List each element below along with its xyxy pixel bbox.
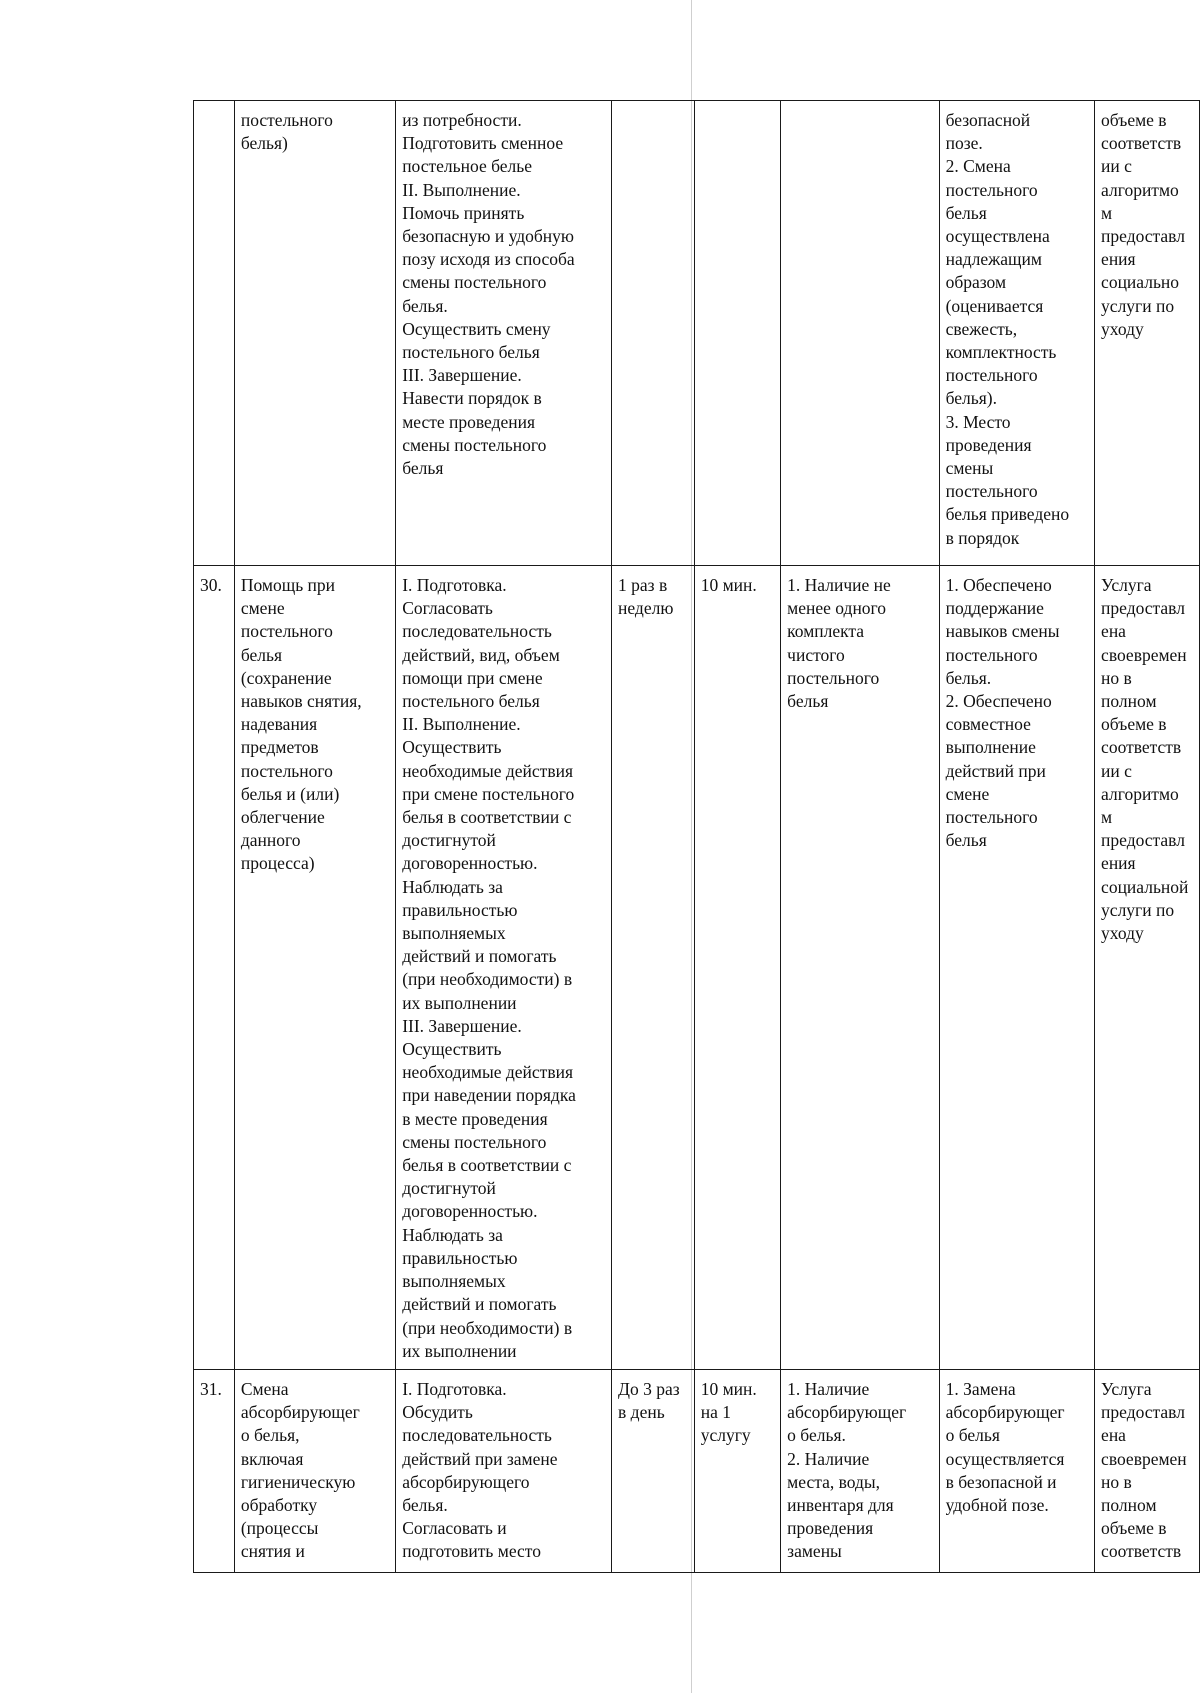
duration-cell <box>694 101 780 566</box>
quality-indicators-cell <box>939 101 1094 566</box>
row-number-cell <box>194 566 235 1370</box>
duration: 10 мин. на 1 услугу <box>700 1378 757 1446</box>
frequency-cell <box>612 1369 695 1572</box>
duration-cell <box>694 1369 780 1572</box>
service-content-cell <box>396 566 612 1370</box>
service-name: Смена абсорбирующег о белья, включая гигиеническую обработку (процессы снятия и <box>240 1378 360 1562</box>
evaluation: Услуга предоставл ена своевремен но в полном объеме в соответств ии с алгоритмо м предоставл ения социальной услуги по уходу <box>1101 575 1189 944</box>
service-name: постельного белья) <box>240 110 333 154</box>
service-content: I. Подготовка. Обсудить последовательность действий при замене абсорбирующего белья. Согласовать и подготовить место <box>402 1378 558 1562</box>
services-table <box>193 100 1200 1573</box>
service-content-cell <box>396 101 612 566</box>
row-number: 30. <box>200 575 222 595</box>
quality-indicators: 1. Обеспечено поддержание навыков смены постельного белья. 2. Обеспечено совместное выполнение действий при смене постельного белья <box>945 575 1060 851</box>
service-content: из потребности. Подготовить сменное постельное белье II. Выполнение. Помочь принять безопасную и удобную позу исходя из способа смены постельного белья. Осуществить смену постельного белья III. Завершение. Навести порядок в месте проведения смены постельного белья <box>402 110 575 479</box>
duration: 10 мин. <box>700 575 757 595</box>
quality-indicators: безопасной позе. 2. Смена постельного белья осуществлена надлежащим образом (оценивается свежесть, комплектность постельного белья). 3. Место проведения смены постельного белья приведено в порядок <box>945 110 1070 548</box>
frequency-cell <box>612 566 695 1370</box>
conditions: 1. Наличие абсорбирующег о белья. 2. Наличие места, воды, инвентаря для проведения замены <box>787 1378 907 1562</box>
service-content: I. Подготовка. Согласовать последовательность действий, вид, объем помощи при смене постельного белья II. Выполнение. Осуществить необходимые действия при смене постельного белья в соответствии с достигнутой договоренностью. Наблюдать за правильностью выполняемых действий и помогать (при необходимости) в их выполнении III. Завершение. Осуществить необходимые действия при наведении порядка в месте проведения смены постельного белья в соответствии с достигнутой договоренностью. Наблюдать за правильностью выполняемых действий и помогать (при необходимости) в их выполнении <box>402 575 576 1361</box>
service-content-cell <box>396 1369 612 1572</box>
frequency-cell <box>612 101 695 566</box>
table-row <box>194 566 1200 1370</box>
row-number-cell <box>194 1369 235 1572</box>
conditions-cell <box>781 566 939 1370</box>
quality-indicators: 1. Замена абсорбирующег о белья осуществляется в безопасной и удобной позе. <box>945 1378 1065 1515</box>
conditions: 1. Наличие не менее одного комплекта чистого постельного белья <box>787 575 891 712</box>
duration-cell <box>694 566 780 1370</box>
service-name-cell <box>234 101 395 566</box>
evaluation-cell <box>1095 566 1200 1370</box>
conditions-cell <box>781 101 939 566</box>
evaluation: объеме в соответств ии с алгоритмо м предоставл ения социально услуги по уходу <box>1101 110 1185 339</box>
evaluation-cell <box>1095 101 1200 566</box>
conditions-cell <box>781 1369 939 1572</box>
quality-indicators-cell <box>939 566 1094 1370</box>
evaluation: Услуга предоставл ена своевремен но в полном объеме в соответств <box>1101 1378 1187 1562</box>
evaluation-cell <box>1095 1369 1200 1572</box>
service-name-cell <box>234 1369 395 1572</box>
service-name-cell <box>234 566 395 1370</box>
frequency: До 3 раз в день <box>618 1378 680 1423</box>
table-row <box>194 101 1200 566</box>
service-name: Помощь при смене постельного белья (сохранение навыков снятия, надевания предметов постельного белья и (или) облегчение данного процесса) <box>240 575 362 874</box>
table-row <box>194 1369 1200 1572</box>
row-number: 31. <box>200 1378 222 1399</box>
row-number-cell <box>194 101 235 566</box>
frequency: 1 раз в неделю <box>618 575 674 619</box>
quality-indicators-cell <box>939 1369 1094 1572</box>
